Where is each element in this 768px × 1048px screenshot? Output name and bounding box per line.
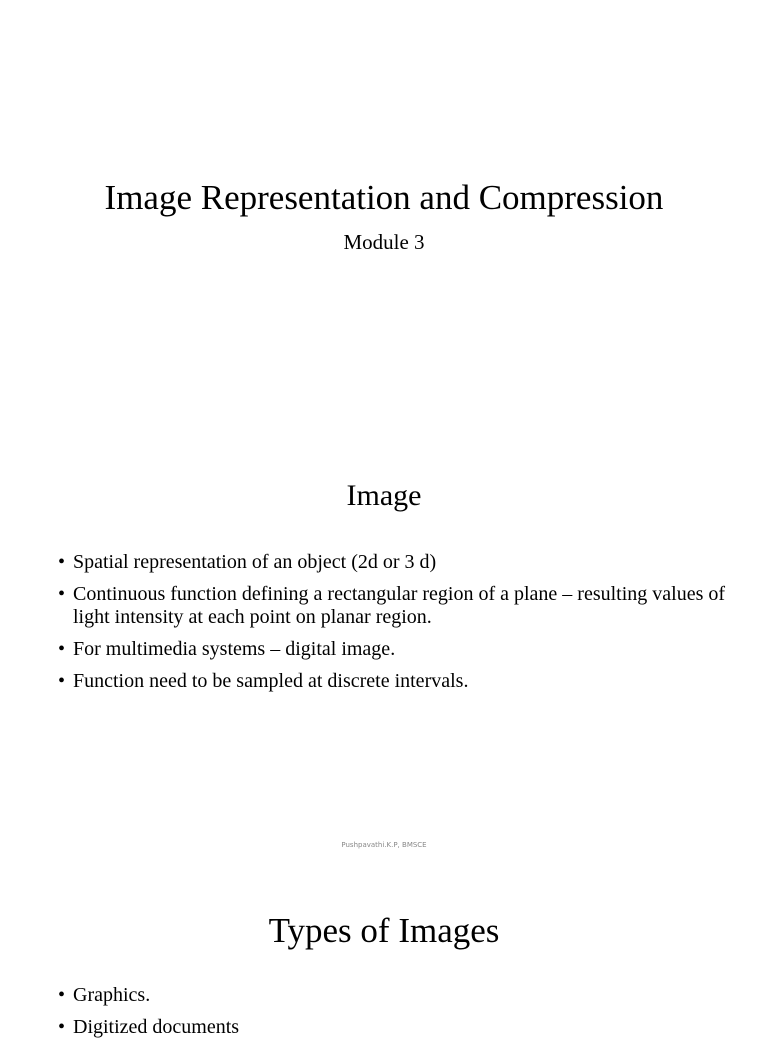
bullet-text: Function need to be sampled at discrete intervals. xyxy=(73,670,469,692)
bullet-text: Continuous function defining a rectangular region of a plane – resulting values of light intensity at each point on planar region. xyxy=(73,583,726,628)
bullet-text: Digitized documents xyxy=(73,1016,240,1038)
slide-title xyxy=(0,0,768,432)
bullet-dot: • xyxy=(58,984,66,1006)
presentation-title: Image Representation and Compression xyxy=(104,178,664,217)
bullet-dot: • xyxy=(58,551,66,573)
bullet-dot: • xyxy=(58,670,66,692)
bullet-text: Graphics. xyxy=(73,984,151,1006)
bullet-list xyxy=(58,551,728,702)
bullet-item xyxy=(58,670,728,693)
bullet-item xyxy=(58,984,728,1007)
slide-footer: Pushpavathi.K.P, BMSCE xyxy=(341,841,427,849)
slide-image xyxy=(0,432,768,864)
bullet-dot: • xyxy=(58,583,66,605)
bullet-text: For multimedia systems – digital image. xyxy=(73,638,396,660)
bullet-list xyxy=(58,984,728,1048)
bullet-item xyxy=(58,551,728,574)
bullet-item xyxy=(58,583,728,629)
module-subtitle: Module 3 xyxy=(343,230,425,254)
bullet-dot: • xyxy=(58,638,66,660)
bullet-item xyxy=(58,1016,728,1039)
bullet-item xyxy=(58,638,728,661)
slide-heading: Types of Images xyxy=(268,911,500,950)
slide-heading: Image xyxy=(346,479,422,512)
slide-types-of-images xyxy=(0,864,768,1038)
bullet-dot: • xyxy=(58,1016,66,1038)
bullet-text: Spatial representation of an object (2d or 3 d) xyxy=(73,551,437,573)
